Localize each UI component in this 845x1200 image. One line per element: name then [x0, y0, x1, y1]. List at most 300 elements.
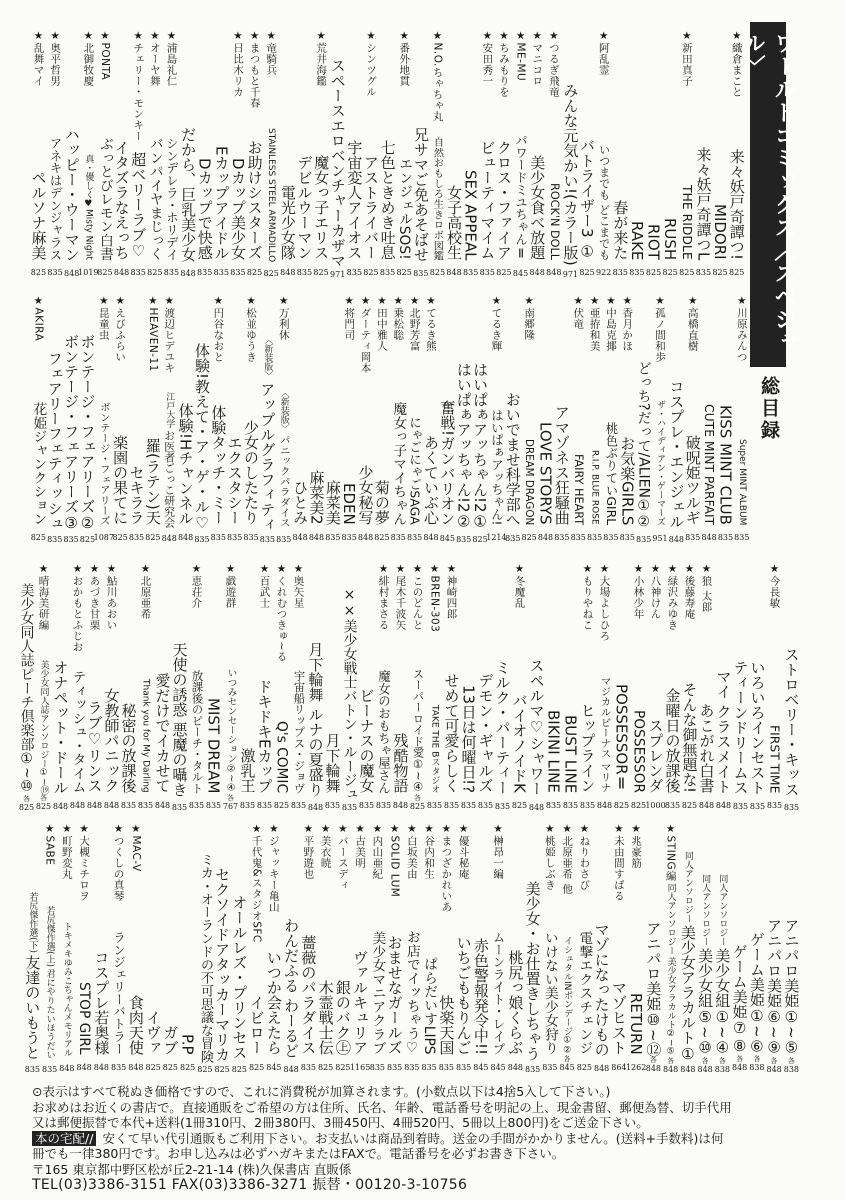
price: 835 — [586, 533, 603, 542]
title-text: ビーナスの魔女 — [357, 688, 376, 793]
price: 825 — [273, 801, 290, 810]
each-marker: 各 — [23, 795, 30, 803]
price: 835 — [163, 268, 180, 278]
title-text: アップルグラフィティ — [258, 382, 277, 533]
title-text: 月下輪舞 ルナの夏盛り — [306, 642, 325, 798]
book-title — [155, 673, 171, 793]
price: 835 — [636, 535, 652, 544]
book-entry — [239, 563, 256, 813]
price: 825 — [214, 1065, 230, 1074]
title-text: 美少女マニアクラブ — [369, 931, 386, 1056]
book-entry — [524, 823, 541, 1075]
book-entry — [586, 295, 602, 545]
price: 835 — [477, 801, 494, 810]
title-text: マゾになったけもの — [592, 922, 611, 1057]
book-title — [413, 127, 429, 262]
book-entry — [63, 30, 80, 280]
book-title — [427, 705, 443, 793]
catalog-heading: 総目録 — [758, 376, 780, 442]
price: 848 — [64, 269, 80, 279]
author-name: ★神崎四郎 — [445, 563, 458, 620]
price: 825 — [248, 1063, 265, 1072]
author-name: ★万利休 — [277, 295, 290, 341]
book-entry — [507, 823, 524, 1075]
price: 825 — [79, 535, 96, 544]
book-entry — [308, 295, 324, 545]
price: 835 — [369, 1063, 386, 1073]
price: 825 — [630, 801, 647, 810]
author-name: ★緑沢みゆき — [666, 563, 679, 631]
price: 825 — [112, 533, 128, 542]
price: 835 — [197, 268, 213, 277]
book-title — [393, 733, 409, 793]
book-entry — [30, 30, 47, 280]
price: 835 — [443, 801, 460, 810]
book-title — [214, 867, 230, 1062]
book-title — [128, 995, 144, 1055]
book-title — [63, 334, 79, 532]
price: 1214 — [486, 533, 507, 542]
author-name: ★亜拵和美 — [588, 295, 601, 352]
book-entry — [439, 295, 455, 545]
book-entry — [477, 563, 494, 813]
book-entry — [76, 823, 93, 1075]
price: 835 — [505, 534, 521, 544]
book-entry — [265, 823, 282, 1075]
book-entry — [97, 30, 114, 280]
book-title — [714, 874, 730, 1057]
title-text: お店でイッちゃう♡ — [403, 929, 420, 1056]
book-title — [180, 127, 196, 262]
title-text: あくていぶ心 — [421, 435, 440, 525]
book-entry — [145, 295, 161, 545]
price: 848 — [59, 1064, 75, 1074]
ordering-info — [32, 1084, 832, 1193]
title-prefix: 〈新装版〉 — [262, 335, 273, 381]
author-name: ★川原みんつ — [735, 295, 748, 363]
book-entry — [334, 823, 351, 1075]
title-text: 美少女同人誌ピーチ倶楽部①~⑩ — [18, 583, 35, 795]
author-name: ★オーヤ舞 — [148, 30, 161, 87]
book-entry — [357, 295, 373, 545]
book-entry — [652, 295, 668, 545]
book-entry — [18, 563, 35, 813]
title-text: いけない美少女狩り — [541, 931, 558, 1056]
book-entry — [177, 295, 193, 545]
book-entry — [396, 30, 413, 280]
title-text: ROCK'N DOLL — [547, 182, 561, 260]
price: 835 — [783, 803, 800, 812]
title-text: 薔薇のパラダイス — [299, 935, 318, 1055]
price: 835 — [717, 533, 734, 542]
price: 835 — [290, 801, 307, 811]
price: 835 — [47, 268, 63, 278]
title-text: 残酷物語 — [391, 733, 410, 793]
book-title — [138, 679, 154, 793]
author-name: ★BREN-303 — [428, 563, 441, 633]
book-title — [59, 922, 75, 1057]
title-text: パニックパラダイス — [277, 435, 290, 529]
title-text: TAKE THE Bスタジオ — [429, 704, 440, 793]
book-title — [97, 137, 113, 261]
title-prefix: 若尻傑作選(下) — [27, 891, 38, 953]
book-entry — [52, 563, 69, 813]
title-prefix: 若尻傑作選(上) — [44, 905, 55, 967]
price: 825 — [363, 268, 379, 277]
title-text: THE RIDDLE — [679, 185, 695, 260]
price: 835 — [562, 801, 579, 810]
book-entry — [86, 563, 103, 813]
book-title — [668, 379, 684, 529]
title-text: ヴァルキュリア — [351, 950, 370, 1055]
book-entry — [460, 563, 477, 813]
title-text: アニパロ美姫①~⑤ — [782, 918, 801, 1057]
book-title — [629, 221, 645, 260]
book-title — [697, 874, 713, 1057]
book-title — [197, 853, 213, 1063]
book-entry — [413, 30, 430, 280]
book-title — [496, 140, 512, 260]
title-text: イビロー — [247, 995, 266, 1055]
book-title — [104, 688, 120, 793]
author-name: ★えびふらい — [114, 295, 127, 363]
book-title — [546, 183, 562, 260]
catalog-band-4 — [24, 823, 800, 1075]
price: 825 — [396, 268, 412, 277]
book-entry — [545, 563, 562, 813]
title-text: 美少女アラカルト②~⑤ — [665, 957, 676, 1057]
title-text: エクスタシー — [225, 435, 244, 525]
book-title — [189, 670, 205, 794]
book-entry — [579, 30, 596, 280]
book-entry — [290, 563, 307, 813]
title-text: ヒップライン — [578, 703, 597, 793]
price: 835 — [619, 533, 635, 542]
author-name: ★MAC-V — [129, 823, 142, 872]
book-entry — [446, 30, 463, 280]
author-name: ★鮎川あおい — [105, 563, 118, 631]
book-title — [47, 137, 63, 261]
book-title — [206, 698, 222, 793]
book-title — [130, 152, 146, 260]
book-entry — [256, 563, 273, 813]
book-title — [554, 405, 570, 525]
book-title — [346, 140, 362, 260]
price: 835 — [324, 801, 341, 810]
title-text: 花姫ジャンクション — [30, 401, 47, 526]
title-text: 来々妖戸奇譚つ! — [727, 148, 746, 260]
title-text: BIKINI LINE — [544, 710, 563, 793]
book-title — [369, 931, 385, 1055]
book-title — [410, 668, 426, 794]
book-title — [163, 137, 179, 261]
book-title — [64, 127, 80, 262]
book-entry — [406, 295, 422, 545]
price: 1000 — [645, 801, 666, 810]
title-text: Dカップ美少女 — [228, 158, 247, 260]
price: 835 — [300, 1063, 317, 1072]
shipping-fees: 又は郵便振替で本代+送料(1冊310円、2冊380円、3冊450円、4冊520円、5冊以上800円)をご送金下さい。 — [32, 1115, 649, 1131]
author-name: ★美衣暁 — [319, 823, 332, 869]
title-text: デモン・ギャルズ — [476, 673, 495, 793]
book-title — [19, 583, 35, 795]
price: 825 — [197, 1065, 213, 1074]
book-title — [283, 918, 299, 1058]
book-entry — [698, 563, 715, 813]
book-title — [699, 703, 715, 793]
author-name: ★新田真子 — [680, 30, 693, 87]
book-entry — [426, 563, 443, 813]
price: 845 — [266, 1063, 282, 1072]
title-text: お助けシスターズ — [245, 140, 264, 260]
book-title — [276, 388, 292, 528]
price: 825 — [409, 801, 426, 811]
price: 951 — [652, 533, 668, 543]
book-entry — [625, 823, 647, 1075]
price: 835 — [685, 533, 701, 542]
book-title — [342, 587, 358, 801]
price: 835 — [542, 1063, 558, 1073]
author-name: ★奥矢星 — [292, 563, 305, 609]
price: 825 — [30, 268, 47, 277]
author-name: ★乱舞マイ — [32, 30, 45, 87]
title-text: 少女秘写 — [356, 465, 375, 525]
book-entry — [325, 295, 341, 545]
price: 825 — [511, 801, 528, 810]
price: 1165 — [349, 1063, 371, 1072]
book-entry — [541, 823, 558, 1075]
book-entry — [161, 295, 177, 545]
book-title — [665, 688, 681, 793]
title-text: 奮戦!ガンバリオン — [438, 399, 457, 526]
book-entry — [521, 295, 537, 545]
price: 845 — [512, 268, 529, 278]
title-text: 君にやりたいほうだい — [44, 968, 55, 1059]
book-title — [376, 670, 392, 794]
price: 835 — [24, 1065, 41, 1074]
book-entry — [443, 563, 460, 813]
book-entry — [748, 823, 765, 1075]
book-entry — [35, 563, 52, 813]
book-entry — [179, 823, 196, 1075]
book-title — [274, 721, 290, 793]
title-text: 自然おもしろ生きロボ図鑑 — [431, 136, 444, 261]
author-name: ★百武士 — [258, 563, 271, 609]
author-name: ★町野変丸 — [60, 823, 73, 880]
book-title — [685, 435, 701, 525]
author-name: ★STING編 — [664, 823, 677, 882]
price: 835 — [128, 533, 145, 542]
book-title — [374, 480, 390, 525]
series-title: ワールドコミックス〈スペシャル〉 — [740, 32, 796, 354]
book-title — [505, 392, 521, 527]
author-name: ★千代鬼&スタジオSFC — [250, 823, 263, 943]
book-title — [750, 660, 766, 795]
title-text: POSSESSORⅡ — [612, 684, 631, 793]
title-text: 美少女組⑤~⑩ — [696, 948, 715, 1057]
title-text: 天使の誘惑 悪魔の囁き — [170, 642, 189, 798]
price: 825 — [18, 803, 35, 812]
each-marker: 各 — [718, 1057, 726, 1065]
price: 835 — [210, 533, 226, 542]
price: 848 — [177, 533, 194, 543]
book-entry — [712, 30, 729, 280]
title-text: 電光少女隊 — [278, 185, 297, 260]
book-title — [712, 204, 728, 260]
book-title — [490, 931, 506, 1055]
book-title — [145, 438, 161, 525]
title-text: スーパーロイド愛①~④ — [411, 668, 425, 794]
author-name: ★乗松聡 — [392, 295, 405, 341]
title-text: みんな元気かい!(カラー版) — [561, 83, 580, 267]
book-entry — [300, 823, 317, 1075]
book-entry — [196, 30, 213, 280]
book-entry — [276, 295, 292, 545]
book-title — [259, 335, 275, 532]
book-title — [663, 883, 679, 1057]
price: 848 — [154, 801, 171, 810]
author-name: ★ちみもりを — [497, 30, 510, 98]
price: 825 — [374, 533, 390, 542]
price: 864 — [611, 1063, 627, 1072]
book-entry — [214, 823, 231, 1075]
book-entry — [562, 30, 579, 280]
title-text: スペースエロベンチャーカザマ — [328, 57, 347, 268]
title-text: 女教師パニック — [102, 688, 121, 793]
title-text: ストロベリー・キッス — [782, 646, 801, 797]
price: 848 — [529, 268, 545, 277]
title-text: 宇宙変人アイオス — [345, 140, 364, 260]
price: 835 — [243, 533, 259, 542]
book-entry — [93, 823, 110, 1075]
title-text: Eカップアイドル — [212, 145, 231, 260]
title-text: トキメキゆみこちゃんメモリアル — [61, 922, 72, 1057]
price: 835 — [664, 801, 681, 810]
title-text: にゃごにゃごSAGA — [407, 416, 423, 525]
book-title — [145, 1010, 161, 1055]
book-title — [682, 682, 698, 793]
book-title — [563, 715, 579, 793]
title-text: 激乳王 — [238, 748, 257, 793]
title-text: ティッシュ・タイム — [69, 669, 86, 794]
book-entry — [317, 823, 334, 1075]
book-entry — [554, 295, 570, 545]
book-title — [380, 140, 396, 260]
price: 835 — [239, 801, 256, 810]
book-entry — [528, 563, 545, 813]
price: 835 — [47, 535, 63, 544]
book-title — [194, 343, 210, 532]
price: 825 — [162, 1063, 179, 1072]
book-entry — [511, 563, 528, 813]
book-entry — [783, 823, 800, 1075]
title-text: いろいろインセスト — [748, 660, 767, 796]
price: 838 — [714, 1065, 731, 1074]
book-entry — [668, 295, 684, 545]
price: 825 — [613, 801, 630, 810]
book-entry — [369, 823, 386, 1075]
author-name: ★大槻ミチロヲ — [78, 823, 91, 902]
book-title — [47, 351, 63, 531]
each-marker: 各 — [753, 1055, 761, 1064]
book-entry — [695, 30, 712, 280]
book-entry — [766, 823, 783, 1075]
book-title — [292, 480, 308, 525]
price: 835 — [346, 268, 362, 277]
book-title — [96, 402, 112, 526]
title-text: 金曜日の放課後 — [663, 688, 682, 793]
price: 825 — [145, 1063, 161, 1072]
book-title — [576, 931, 592, 1055]
price: 835 — [227, 533, 243, 542]
author-name: ★てるき熊 — [424, 295, 437, 352]
author-name: ★平野遊也 — [302, 823, 315, 880]
book-entry — [479, 30, 496, 280]
author-name: ★松並ゆうき — [245, 295, 258, 363]
book-entry — [537, 295, 553, 545]
author-name: ★日比木リカ — [231, 30, 244, 98]
book-entry — [603, 295, 619, 545]
title-text: Q's COMIC — [273, 720, 290, 793]
book-entry — [462, 30, 479, 280]
title-text: POSSESSOR — [630, 709, 647, 793]
title-text: イヴァ — [144, 1010, 163, 1055]
author-name: ★北原亜希 他 — [561, 823, 574, 895]
title-text: 愛だけでイカせて — [153, 673, 172, 793]
book-entry — [662, 30, 679, 280]
book-entry — [93, 295, 114, 545]
book-entry — [379, 30, 396, 280]
price: 848 — [86, 801, 103, 810]
author-name: ★後藤寿庵 — [683, 563, 696, 620]
book-title — [695, 147, 711, 260]
price: 835 — [570, 533, 586, 542]
book-entry — [120, 563, 137, 813]
title-text: 美少女・お仕置きしちゃう — [523, 880, 542, 1061]
author-name: ★南郷隆 — [523, 295, 536, 341]
price: 848 — [307, 803, 324, 812]
price: 825 — [313, 268, 329, 277]
title-text: R.I.P. BLUE ROSE — [589, 450, 600, 525]
title-text: 宇宙船リップス・ジョヴ — [292, 669, 306, 794]
book-title — [612, 200, 628, 260]
book-title — [456, 935, 472, 1055]
title-text: いつまでも どこまでも — [597, 143, 611, 260]
book-entry — [662, 823, 679, 1075]
book-title — [732, 944, 748, 1055]
author-name: ★つるぎ飛竜 — [547, 30, 560, 98]
book-entry — [188, 563, 205, 813]
author-name: ★北野芳富 — [408, 295, 421, 352]
book-entry — [346, 30, 363, 280]
book-entry — [145, 823, 162, 1075]
price: 825 — [579, 268, 595, 278]
author-name: ★竜騎兵 — [265, 30, 278, 76]
book-entry — [421, 823, 438, 1075]
book-title — [488, 409, 504, 525]
book-entry — [647, 563, 664, 813]
author-name: ★谷内和生 — [423, 823, 436, 880]
book-entry — [386, 823, 403, 1075]
book-entry — [41, 823, 58, 1075]
book-entry — [766, 563, 783, 813]
author-name: ★SABE — [43, 823, 56, 866]
price: 825 — [263, 269, 279, 279]
price: 835 — [460, 801, 477, 810]
book-title — [280, 185, 296, 260]
title-text: 魔女っ子マイちゃん — [390, 401, 407, 526]
book-entry — [576, 823, 593, 1075]
